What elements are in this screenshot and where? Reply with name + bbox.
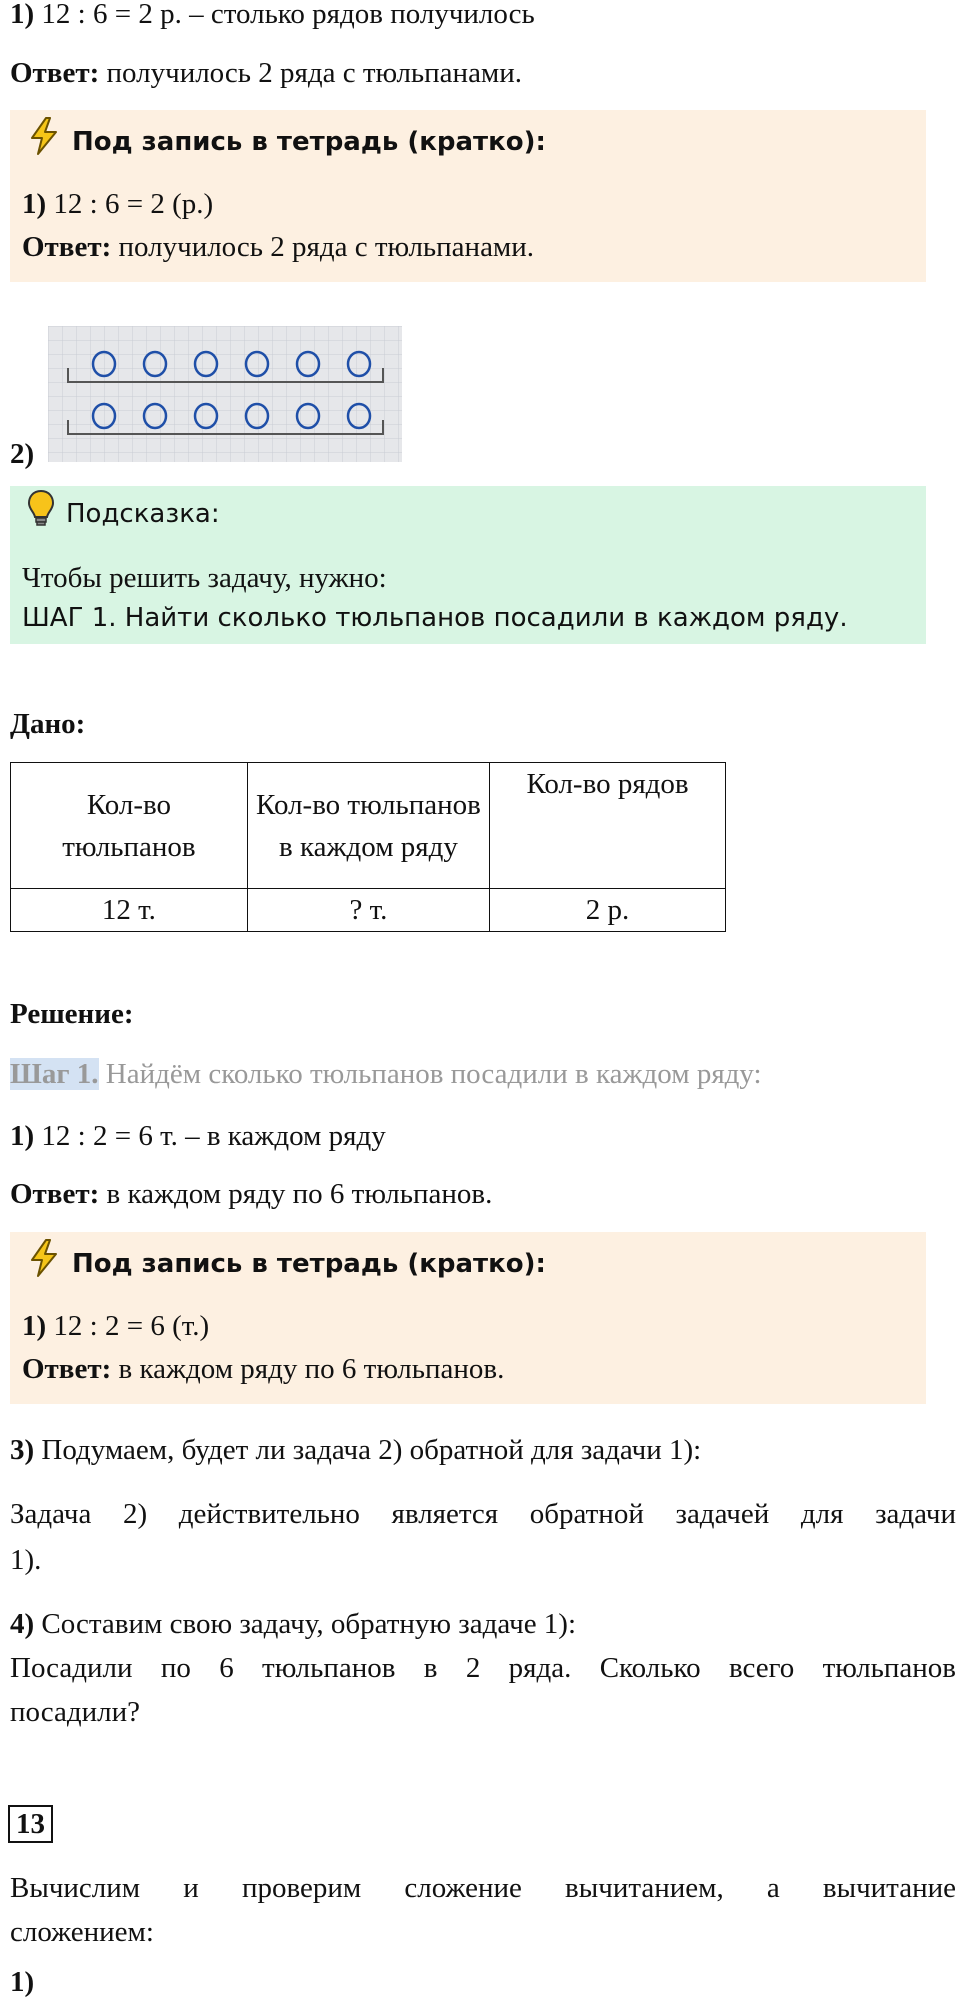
solution-answer bbox=[10, 1174, 492, 1214]
part4-para-line-1: Посадили по 6 тюльпанов в 2 ряда. Сколько всего тюльпанов bbox=[10, 1652, 956, 1684]
solution-title-text: Решение: bbox=[10, 998, 134, 1030]
given-value-cell: ? т. bbox=[247, 889, 489, 932]
hint-step-label: ШАГ 1. bbox=[22, 603, 117, 633]
answer-text: получилось 2 ряда с тюльпанами. bbox=[106, 57, 523, 89]
note-title bbox=[26, 1242, 546, 1286]
lightbulb-icon bbox=[26, 489, 56, 539]
part2-label bbox=[10, 434, 34, 474]
part1-line-num: 1) bbox=[10, 0, 35, 30]
part3-para-line-2: 1). bbox=[10, 1544, 42, 1576]
lightning-icon bbox=[26, 1238, 62, 1290]
note-line bbox=[22, 184, 213, 224]
task-number: 13 bbox=[8, 1805, 53, 1843]
solution-title bbox=[10, 994, 134, 1034]
given-table bbox=[10, 762, 726, 932]
given-header-cell: Кол-во тюльпанов bbox=[11, 763, 248, 889]
notebook-note-2 bbox=[10, 1232, 926, 1404]
note-title bbox=[26, 120, 546, 164]
tulip-rows-image bbox=[48, 326, 402, 462]
note-line-num: 1) bbox=[22, 188, 47, 220]
note-answer bbox=[22, 227, 534, 267]
part3-num: 3) bbox=[10, 1434, 35, 1466]
given-title bbox=[10, 704, 85, 744]
part2-label-text: 2) bbox=[10, 438, 35, 470]
answer-label: Ответ: bbox=[22, 231, 112, 263]
part3-line bbox=[10, 1430, 701, 1470]
answer-text: получилось 2 ряда с тюльпанами. bbox=[118, 231, 535, 263]
task13-line-1: Вычислим и проверим сложение вычитанием, а вычитание bbox=[10, 1872, 956, 1904]
given-value-cell: 2 р. bbox=[490, 889, 726, 932]
note-line-text: 12 : 6 = 2 (р.) bbox=[53, 188, 214, 220]
answer-label: Ответ: bbox=[10, 57, 100, 89]
task13-item-num: 1) bbox=[10, 1966, 35, 1998]
note-line bbox=[22, 1306, 209, 1346]
part4-text: Составим свою задачу, обратную задаче 1): bbox=[41, 1608, 577, 1640]
task-number-box bbox=[8, 1804, 53, 1844]
note-answer bbox=[22, 1349, 504, 1389]
lightning-icon bbox=[26, 116, 62, 168]
given-title-text: Дано: bbox=[10, 708, 86, 740]
part1-line bbox=[10, 0, 535, 34]
note-line-text: 12 : 2 = 6 (т.) bbox=[53, 1310, 210, 1342]
hint-text: Чтобы решить задачу, нужно: bbox=[22, 562, 387, 594]
part4-num: 4) bbox=[10, 1608, 35, 1640]
given-header-cell: Кол-во рядов bbox=[490, 763, 726, 889]
solution-step-label: Шаг 1. bbox=[10, 1058, 99, 1090]
part3-text: Подумаем, будет ли задача 2) обратной для задачи 1): bbox=[41, 1434, 702, 1466]
solution-step bbox=[10, 1054, 762, 1094]
task13-item bbox=[10, 1962, 34, 2002]
part1-answer bbox=[10, 53, 522, 93]
given-header-row bbox=[11, 763, 726, 889]
answer-label: Ответ: bbox=[10, 1178, 100, 1210]
note-line-num: 1) bbox=[22, 1310, 47, 1342]
part1-line-text: 12 : 6 = 2 р. – столько рядов получилось bbox=[41, 0, 535, 30]
hint-step-text: Найти сколько тюльпанов посадили в каждом ряду. bbox=[124, 603, 848, 633]
hint-title bbox=[26, 492, 220, 536]
answer-label: Ответ: bbox=[22, 1353, 112, 1385]
task13-line-2: сложением: bbox=[10, 1916, 154, 1948]
solution-step-text: Найдём сколько тюльпанов посадили в каждом ряду: bbox=[105, 1058, 762, 1090]
solution-line-num: 1) bbox=[10, 1120, 35, 1152]
hint-title-text: Подсказка: bbox=[66, 499, 220, 529]
hint-step bbox=[22, 598, 848, 638]
solution-line bbox=[10, 1116, 386, 1156]
answer-text: в каждом ряду по 6 тюльпанов. bbox=[106, 1178, 493, 1210]
given-value-cell: 12 т. bbox=[11, 889, 248, 932]
part4-para-line-2: посадили? bbox=[10, 1696, 140, 1728]
note-title-text: Под запись в тетрадь (кратко): bbox=[72, 127, 546, 157]
given-value-row bbox=[11, 889, 726, 932]
notebook-note-1 bbox=[10, 110, 926, 282]
note-title-text: Под запись в тетрадь (кратко): bbox=[72, 1249, 546, 1279]
given-header-cell: Кол-во тюльпанов в каждом ряду bbox=[247, 763, 489, 889]
tulip-rows-drawing bbox=[48, 326, 402, 462]
hint-box bbox=[10, 486, 926, 644]
part3-para-line-1: Задача 2) действительно является обратной задачей для задачи bbox=[10, 1498, 956, 1530]
part4-line bbox=[10, 1604, 576, 1644]
answer-text: в каждом ряду по 6 тюльпанов. bbox=[118, 1353, 505, 1385]
solution-line-text: 12 : 2 = 6 т. – в каждом ряду bbox=[41, 1120, 386, 1152]
